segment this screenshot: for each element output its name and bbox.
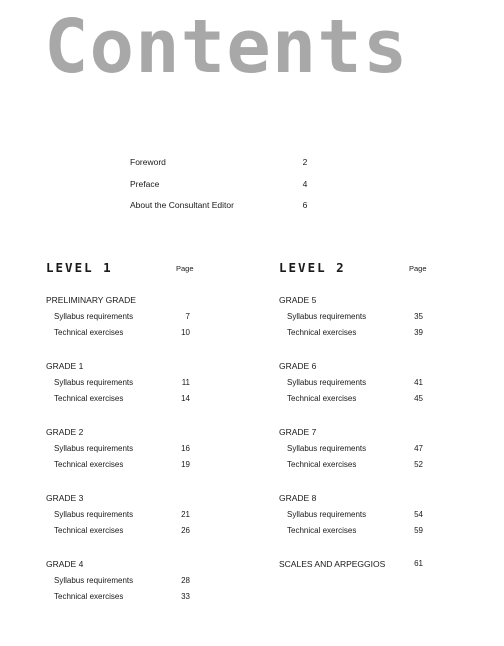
front-matter-list: [130, 156, 310, 221]
level-2-column: [279, 260, 469, 624]
grade-section: [46, 558, 236, 624]
front-matter-row: [130, 178, 310, 200]
front-matter-row: [130, 156, 310, 178]
grade-section: [46, 426, 236, 492]
grade-section: [46, 360, 236, 426]
toc-item-label: Syllabus requirements: [54, 510, 134, 519]
grade-title: GRADE 3: [46, 493, 84, 503]
level-header: [46, 260, 236, 294]
grade-title: GRADE 1: [46, 361, 84, 371]
grade-title: GRADE 6: [279, 361, 317, 371]
toc-item-label: Technical exercises: [54, 592, 124, 601]
toc-item-page: 47: [414, 444, 423, 453]
toc-item-page: 45: [414, 394, 423, 403]
toc-item-label: Technical exercises: [54, 460, 124, 469]
toc-item-label: Technical exercises: [287, 526, 357, 535]
page-title: Contents: [44, 4, 409, 90]
toc-item-page: 10: [181, 328, 190, 337]
toc-item-label: Technical exercises: [287, 460, 357, 469]
toc-item-page: 28: [181, 576, 190, 585]
toc-item-page: 52: [414, 460, 423, 469]
toc-item-page: 26: [181, 526, 190, 535]
toc-item-page: 33: [181, 592, 190, 601]
grade-section: [46, 492, 236, 558]
grade-section: [46, 294, 236, 360]
toc-item-page: 16: [181, 444, 190, 453]
toc-item-page: 35: [414, 312, 423, 321]
toc-item-page: 11: [181, 378, 190, 387]
toc-item-label: Technical exercises: [287, 328, 357, 337]
toc-item-page: 39: [414, 328, 423, 337]
grade-title: GRADE 7: [279, 427, 317, 437]
toc-item-label: Syllabus requirements: [54, 576, 134, 585]
toc-item-label: Syllabus requirements: [287, 312, 367, 321]
toc-item-label: Syllabus requirements: [287, 378, 367, 387]
front-matter-page: 2: [302, 157, 308, 167]
front-matter-row: [130, 199, 310, 221]
grade-title: GRADE 2: [46, 427, 84, 437]
grade-title: GRADE 4: [46, 559, 84, 569]
level-header: [279, 260, 469, 294]
front-matter-label: About the Consultant Editor: [130, 200, 234, 210]
level-1-column: [46, 260, 236, 624]
toc-item-page: 21: [181, 510, 190, 519]
toc-item-page: 61: [414, 559, 423, 568]
level-title: LEVEL 1: [46, 260, 113, 275]
toc-item-page: 54: [414, 510, 423, 519]
toc-item-label: Syllabus requirements: [287, 510, 367, 519]
front-matter-page: 4: [302, 178, 308, 189]
grade-section: [279, 426, 469, 492]
front-matter-label: Preface: [130, 178, 160, 189]
front-matter-label: Foreword: [130, 157, 166, 167]
toc-item-label: Syllabus requirements: [54, 378, 134, 387]
toc-item-label: Technical exercises: [54, 394, 124, 403]
toc-item-label: Technical exercises: [54, 328, 124, 337]
page-column-label: Page: [409, 264, 427, 273]
toc-item-label: Syllabus requirements: [287, 444, 367, 453]
toc-item-label: Syllabus requirements: [54, 312, 134, 321]
grade-section: [279, 294, 469, 360]
front-matter-page: 6: [302, 200, 308, 210]
grade-section: [279, 360, 469, 426]
toc-item-label: Technical exercises: [287, 394, 357, 403]
grade-title: PRELIMINARY GRADE: [46, 295, 136, 305]
grade-section: [279, 558, 469, 624]
toc-item-page: 14: [181, 394, 190, 403]
grade-title: SCALES AND ARPEGGIOS: [279, 559, 386, 569]
toc-item-page: 19: [181, 460, 190, 469]
toc-item-label: Technical exercises: [54, 526, 124, 535]
grade-title: GRADE 5: [279, 295, 317, 305]
toc-item-page: 59: [414, 526, 423, 535]
page-column-label: Page: [176, 264, 194, 273]
grade-title: GRADE 8: [279, 493, 317, 503]
toc-item-label: Syllabus requirements: [54, 444, 134, 453]
level-title: LEVEL 2: [279, 260, 346, 275]
toc-item-page: 41: [414, 378, 423, 387]
toc-item-page: 7: [185, 312, 190, 321]
grade-section: [279, 492, 469, 558]
